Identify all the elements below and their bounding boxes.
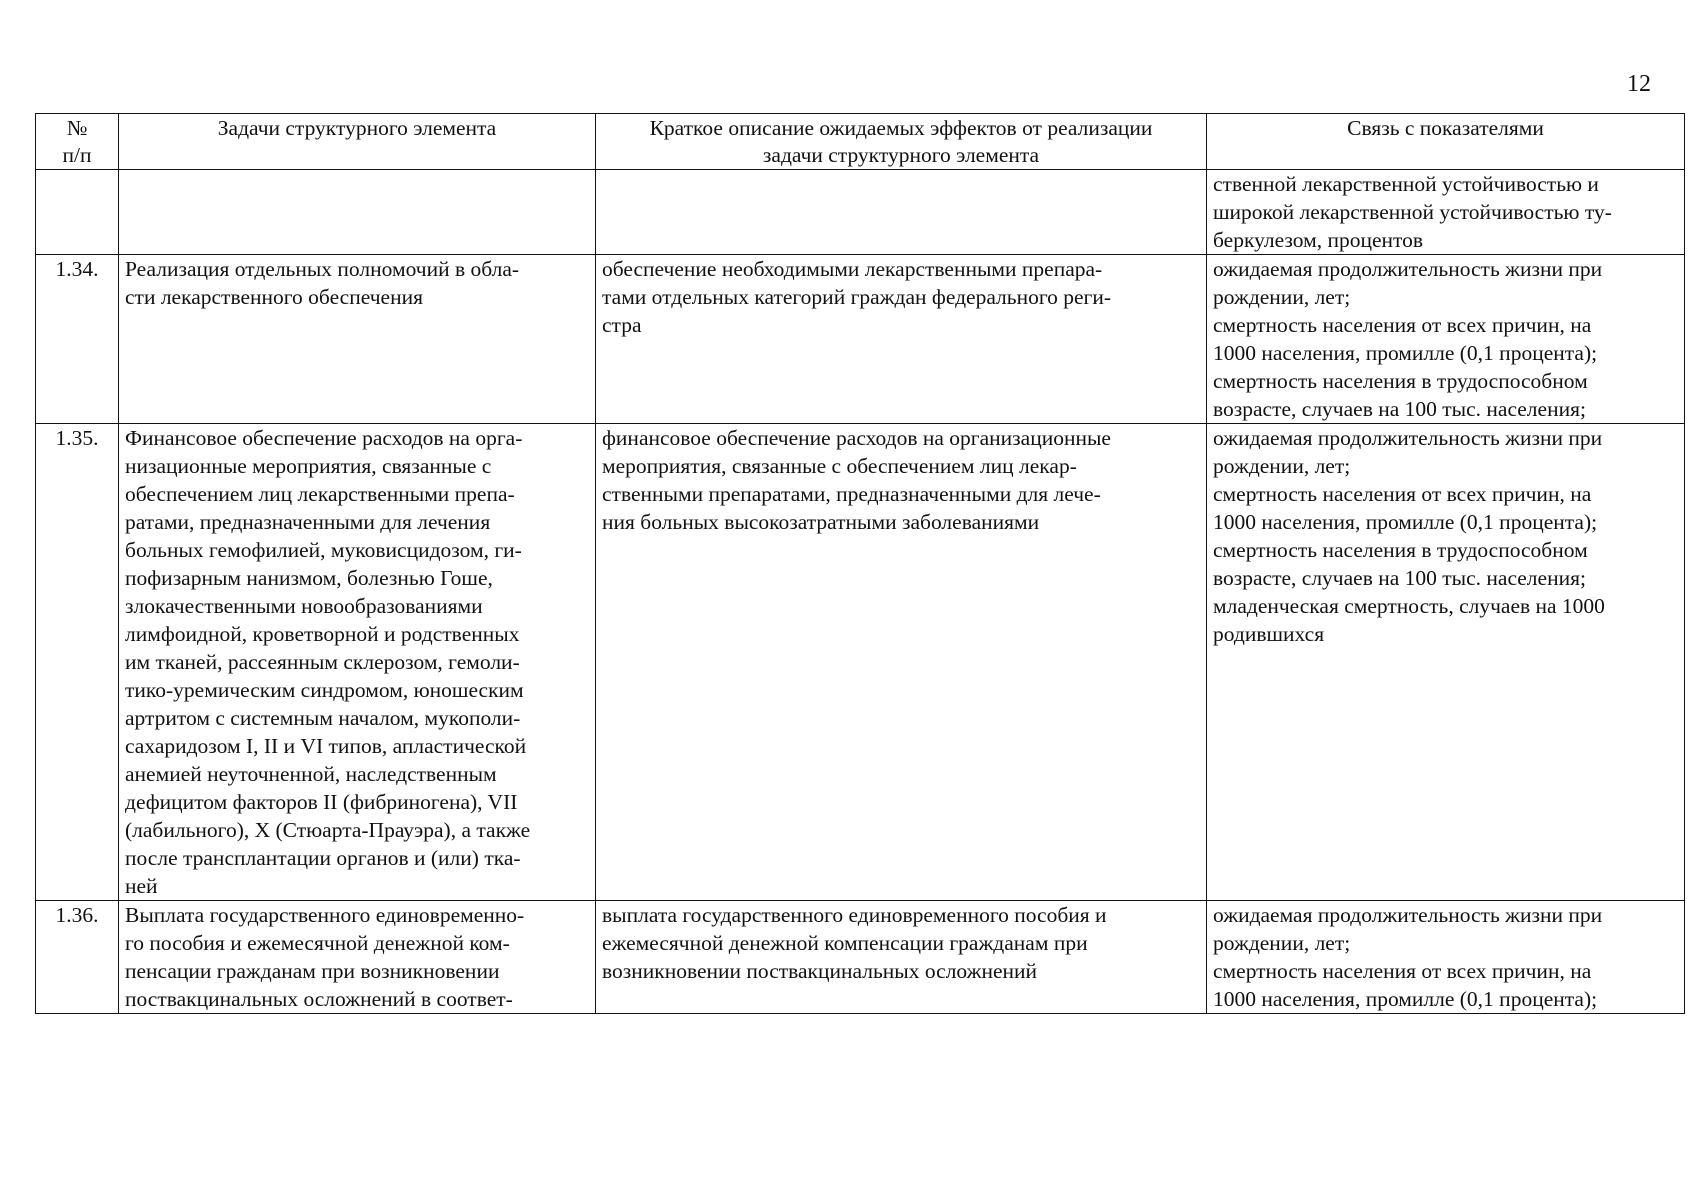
cell-text-line: смертность населения в трудоспособном <box>1213 538 1588 562</box>
cell-text-line: (лабильного), X (Стюарта-Прауэра), а также <box>125 818 531 842</box>
row-number: 1.34. <box>36 255 119 424</box>
cell-text-line: ней <box>125 874 158 898</box>
task-cell <box>119 901 596 1014</box>
cell-text-line: смертность населения в трудоспособном <box>1213 369 1588 393</box>
cell-text-line: Реализация отдельных полномочий в обла- <box>125 257 520 281</box>
cell-text-line: ожидаемая продолжительность жизни при <box>1213 257 1603 281</box>
cell-text-line: рождении, лет; <box>1213 454 1351 478</box>
table-header <box>36 114 1685 170</box>
cell-text-line: злокачественными новообразованиями <box>125 594 483 618</box>
indicators-cell <box>1207 170 1685 255</box>
cell-text-line: смертность населения от всех причин, на <box>1213 313 1592 337</box>
cell-text-line: родившихся <box>1213 622 1325 646</box>
cell-text-line: ственными препаратами, предназначенными для лече- <box>602 482 1101 506</box>
cell-text-line: стра <box>602 313 642 337</box>
cell-text-line: низационные мероприятия, связанные с <box>125 454 492 478</box>
row-number: 1.36. <box>36 901 119 1014</box>
tasks-table <box>35 113 1685 1014</box>
description-cell <box>596 901 1207 1014</box>
cell-text-line: Финансовое обеспечение расходов на орга- <box>125 426 523 450</box>
cell-text-line: ратами, предназначенными для лечения <box>125 510 491 534</box>
cell-text-line: 1000 населения, промилле (0,1 процента); <box>1213 510 1598 534</box>
indicators-cell <box>1207 901 1685 1014</box>
table-body <box>36 170 1685 1014</box>
cell-text-line: пенсации гражданам при возникновении <box>125 959 500 983</box>
cell-text-line: сти лекарственного обеспечения <box>125 285 423 309</box>
cell-text-line: тико-уремическим синдромом, юношеским <box>125 678 524 702</box>
cell-text-line: после трансплантации органов и (или) тка- <box>125 846 521 870</box>
cell-text-line: смертность населения от всех причин, на <box>1213 959 1592 983</box>
header-tasks: Задачи структурного элемента <box>119 114 596 170</box>
cell-text-line: ожидаемая продолжительность жизни при <box>1213 426 1603 450</box>
table-row <box>36 424 1685 901</box>
cell-text-line: ния больных высокозатратными заболеваниями <box>602 510 1040 534</box>
cell-text-line: пофизарным нанизмом, болезнью Гоше, <box>125 566 493 590</box>
description-cell <box>596 170 1207 255</box>
cell-text-line: возникновении поствакцинальных осложнений <box>602 959 1038 983</box>
table-row <box>36 170 1685 255</box>
header-number: № п/п <box>36 114 119 170</box>
cell-text-line: дефицитом факторов II (фибриногена), VII <box>125 790 518 814</box>
cell-text-line: тами отдельных категорий граждан федерального реги- <box>602 285 1112 309</box>
cell-text-line: анемией неуточненной, наследственным <box>125 762 497 786</box>
header-indicators: Связь с показателями <box>1207 114 1685 170</box>
cell-text-line: 1000 населения, промилле (0,1 процента); <box>1213 987 1598 1011</box>
cell-text-line: обеспечение необходимыми лекарственными препара- <box>602 257 1103 281</box>
cell-text-line: го пособия и ежемесячной денежной ком- <box>125 931 510 955</box>
cell-text-line: им тканей, рассеянным склерозом, гемоли- <box>125 650 520 674</box>
cell-text-line: рождении, лет; <box>1213 931 1351 955</box>
description-cell <box>596 255 1207 424</box>
cell-text-line: выплата государственного единовременного пособия и <box>602 903 1107 927</box>
task-cell <box>119 170 596 255</box>
page-number: 12 <box>1627 71 1651 97</box>
task-cell <box>119 255 596 424</box>
cell-text-line: Выплата государственного единовременно- <box>125 903 525 927</box>
header-description: Краткое описание ожидаемых эффектов от реализации задачи структурного элемента <box>596 114 1207 170</box>
cell-text-line: больных гемофилией, муковисцидозом, ги- <box>125 538 522 562</box>
row-number <box>36 170 119 255</box>
row-number: 1.35. <box>36 424 119 901</box>
cell-text-line: ежемесячной денежной компенсации гражданам при <box>602 931 1088 955</box>
cell-text-line: возрасте, случаев на 100 тыс. населения; <box>1213 566 1586 590</box>
indicators-cell <box>1207 424 1685 901</box>
cell-text-line: рождении, лет; <box>1213 285 1351 309</box>
cell-text-line: сахаридозом I, II и VI типов, апластической <box>125 734 527 758</box>
task-cell <box>119 424 596 901</box>
cell-text-line: младенческая смертность, случаев на 1000 <box>1213 594 1605 618</box>
cell-text-line: беркулезом, процентов <box>1213 228 1424 252</box>
cell-text-line: лимфоидной, кроветворной и родственных <box>125 622 520 646</box>
description-cell <box>596 424 1207 901</box>
cell-text-line: широкой лекарственной устойчивостью ту- <box>1213 200 1612 224</box>
table-row <box>36 901 1685 1014</box>
cell-text-line: возрасте, случаев на 100 тыс. населения; <box>1213 397 1586 421</box>
cell-text-line: поствакцинальных осложнений в соответ- <box>125 987 513 1011</box>
header-row <box>36 114 1685 170</box>
cell-text-line: мероприятия, связанные с обеспечением лиц лекар- <box>602 454 1077 478</box>
cell-text-line: смертность населения от всех причин, на <box>1213 482 1592 506</box>
cell-text-line: 1000 населения, промилле (0,1 процента); <box>1213 341 1598 365</box>
cell-text-line: ожидаемая продолжительность жизни при <box>1213 903 1603 927</box>
cell-text-line: артритом с системным началом, мукополи- <box>125 706 521 730</box>
table-row <box>36 255 1685 424</box>
indicators-cell <box>1207 255 1685 424</box>
cell-text-line: обеспечением лиц лекарственными препа- <box>125 482 515 506</box>
cell-text-line: ственной лекарственной устойчивостью и <box>1213 172 1599 196</box>
cell-text-line: финансовое обеспечение расходов на организационные <box>602 426 1111 450</box>
